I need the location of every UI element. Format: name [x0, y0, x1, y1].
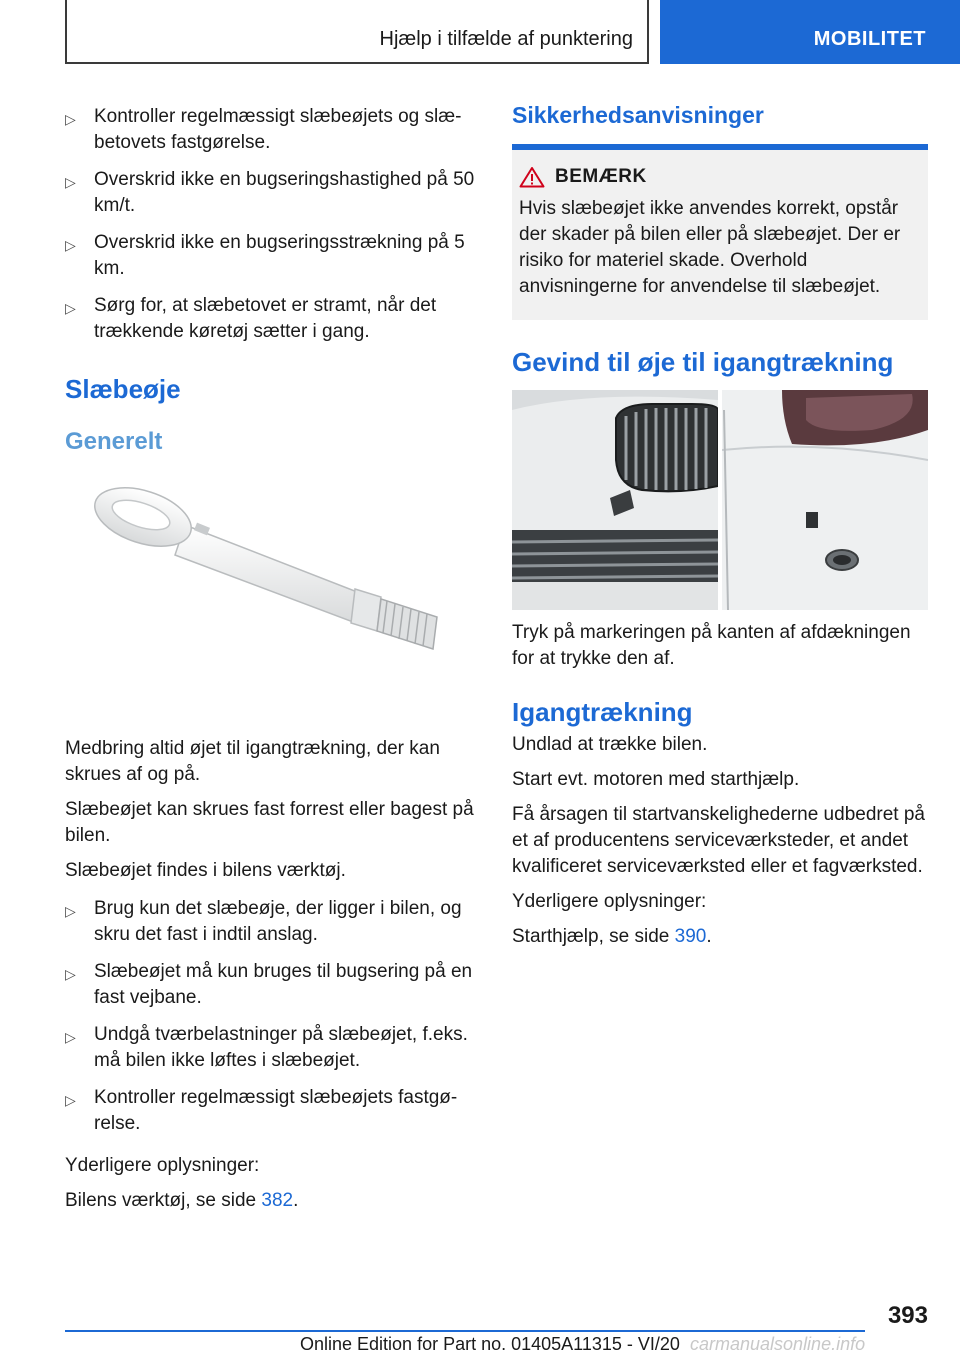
- paragraph: Start evt. motoren med starthjælp.: [512, 769, 800, 790]
- section-tab-label: MOBILITET: [813, 28, 926, 50]
- triangle-right-outline-icon: ▷: [65, 903, 76, 919]
- page-link-382[interactable]: 382: [261, 1190, 294, 1211]
- footer-rule: [65, 1330, 865, 1332]
- more-info-label: Yderligere oplysninger:: [512, 891, 707, 912]
- rear-bumper-image: [722, 390, 928, 610]
- paragraph: Få årsagen til startvanskelighederne udbedret på et af producentens serviceværksteder, et andet kvalificeret serviceværksted eller et fagværksted.: [512, 804, 925, 877]
- paragraph: Tryk på markeringen på kanten af afdækningen for at trykke den af.: [512, 622, 911, 669]
- list-item: ▷ Kontroller regelmæssigt slæbeøjets og slæbetovets fastgørelse.: [65, 106, 462, 153]
- list-item: ▷ Kontroller regelmæssigt slæbeøjets fastgørelse.: [65, 1087, 458, 1134]
- heading-thread: Gevind til øje til igangtrækning: [512, 347, 894, 377]
- triangle-right-outline-icon: ▷: [65, 237, 76, 253]
- triangle-right-outline-icon: ▷: [65, 1029, 76, 1045]
- triangle-right-outline-icon: ▷: [65, 300, 76, 316]
- warning-triangle-icon: [519, 166, 545, 188]
- right-column: [512, 100, 928, 959]
- notice-text: Hvis slæbeøjet ikke anvendes korrekt, opstår der skader på bilen eller på slæbeøjet. Der er risiko for materiel skade. Overhold anvisningerne for anvendelse til slæbeøjet.: [519, 198, 901, 297]
- page-number: 393: [887, 1302, 928, 1329]
- section-tab: [660, 0, 960, 64]
- cross-reference: Starthjælp, se side 390.: [512, 926, 712, 947]
- chapter-title: Hjælp i tilfælde af punktering: [379, 28, 633, 50]
- tow-eye-image: [65, 485, 477, 715]
- paragraph: Slæbeøjet findes i bilens værktøj.: [65, 860, 346, 881]
- bullet-list-top: [65, 104, 477, 345]
- triangle-right-outline-icon: ▷: [65, 1092, 76, 1108]
- list-item: ▷ Slæbeøjet må kun bruges til bugsering på en fast vejbane.: [65, 961, 473, 1008]
- notice-label: BEMÆRK: [555, 166, 647, 187]
- edition-text: Online Edition for Part no. 01405A11315 - VI/20: [300, 1334, 680, 1354]
- paragraph: Undlad at trække bilen.: [512, 734, 708, 755]
- watermark-text: carmanualsonline.info: [690, 1334, 866, 1354]
- more-info-label: Yderligere oplysninger:: [65, 1155, 260, 1176]
- car-images: [512, 390, 928, 610]
- subheading-general: Generelt: [65, 428, 163, 455]
- notice-header: [519, 166, 920, 188]
- cross-reference: Bilens værktøj, se side 382.: [65, 1190, 299, 1211]
- heading-safety: Sikkerhedsanvisninger: [512, 102, 764, 128]
- list-item: ▷ Sørg for, at slæbetovet er stramt, når det trækkende køretøj sætter i gang.: [65, 295, 437, 342]
- notice-box: [512, 150, 928, 320]
- triangle-right-outline-icon: ▷: [65, 966, 76, 982]
- list-item: ▷ Overskrid ikke en bugseringshastighed på 50 km/t.: [65, 169, 475, 216]
- triangle-right-outline-icon: ▷: [65, 174, 76, 190]
- page-link-390[interactable]: 390: [674, 926, 707, 947]
- paragraph: Slæbeøjet kan skrues fast forrest eller bagest på bilen.: [65, 799, 474, 846]
- triangle-right-outline-icon: ▷: [65, 111, 76, 127]
- list-item: ▷ Brug kun det slæbeøje, der ligger i bilen, og skru det fast i indtil anslag.: [65, 898, 462, 945]
- heading-tow-eye: Slæbeøje: [65, 374, 181, 404]
- left-column: [65, 104, 477, 1223]
- list-item: ▷ Overskrid ikke en bugseringsstrækning på 5 km.: [65, 232, 465, 279]
- front-bumper-image: [512, 390, 718, 610]
- running-header: [65, 0, 649, 64]
- list-item: ▷ Undgå tværbelastninger på slæbeøjet, f.eks. må bilen ikke løftes i slæbeøjet.: [65, 1024, 468, 1071]
- paragraph: Medbring altid øjet til igangtrækning, der kan skrues af og på.: [65, 738, 440, 785]
- heading-jump-start: Igangtrækning: [512, 697, 693, 727]
- bullet-list-bottom: [65, 896, 477, 1137]
